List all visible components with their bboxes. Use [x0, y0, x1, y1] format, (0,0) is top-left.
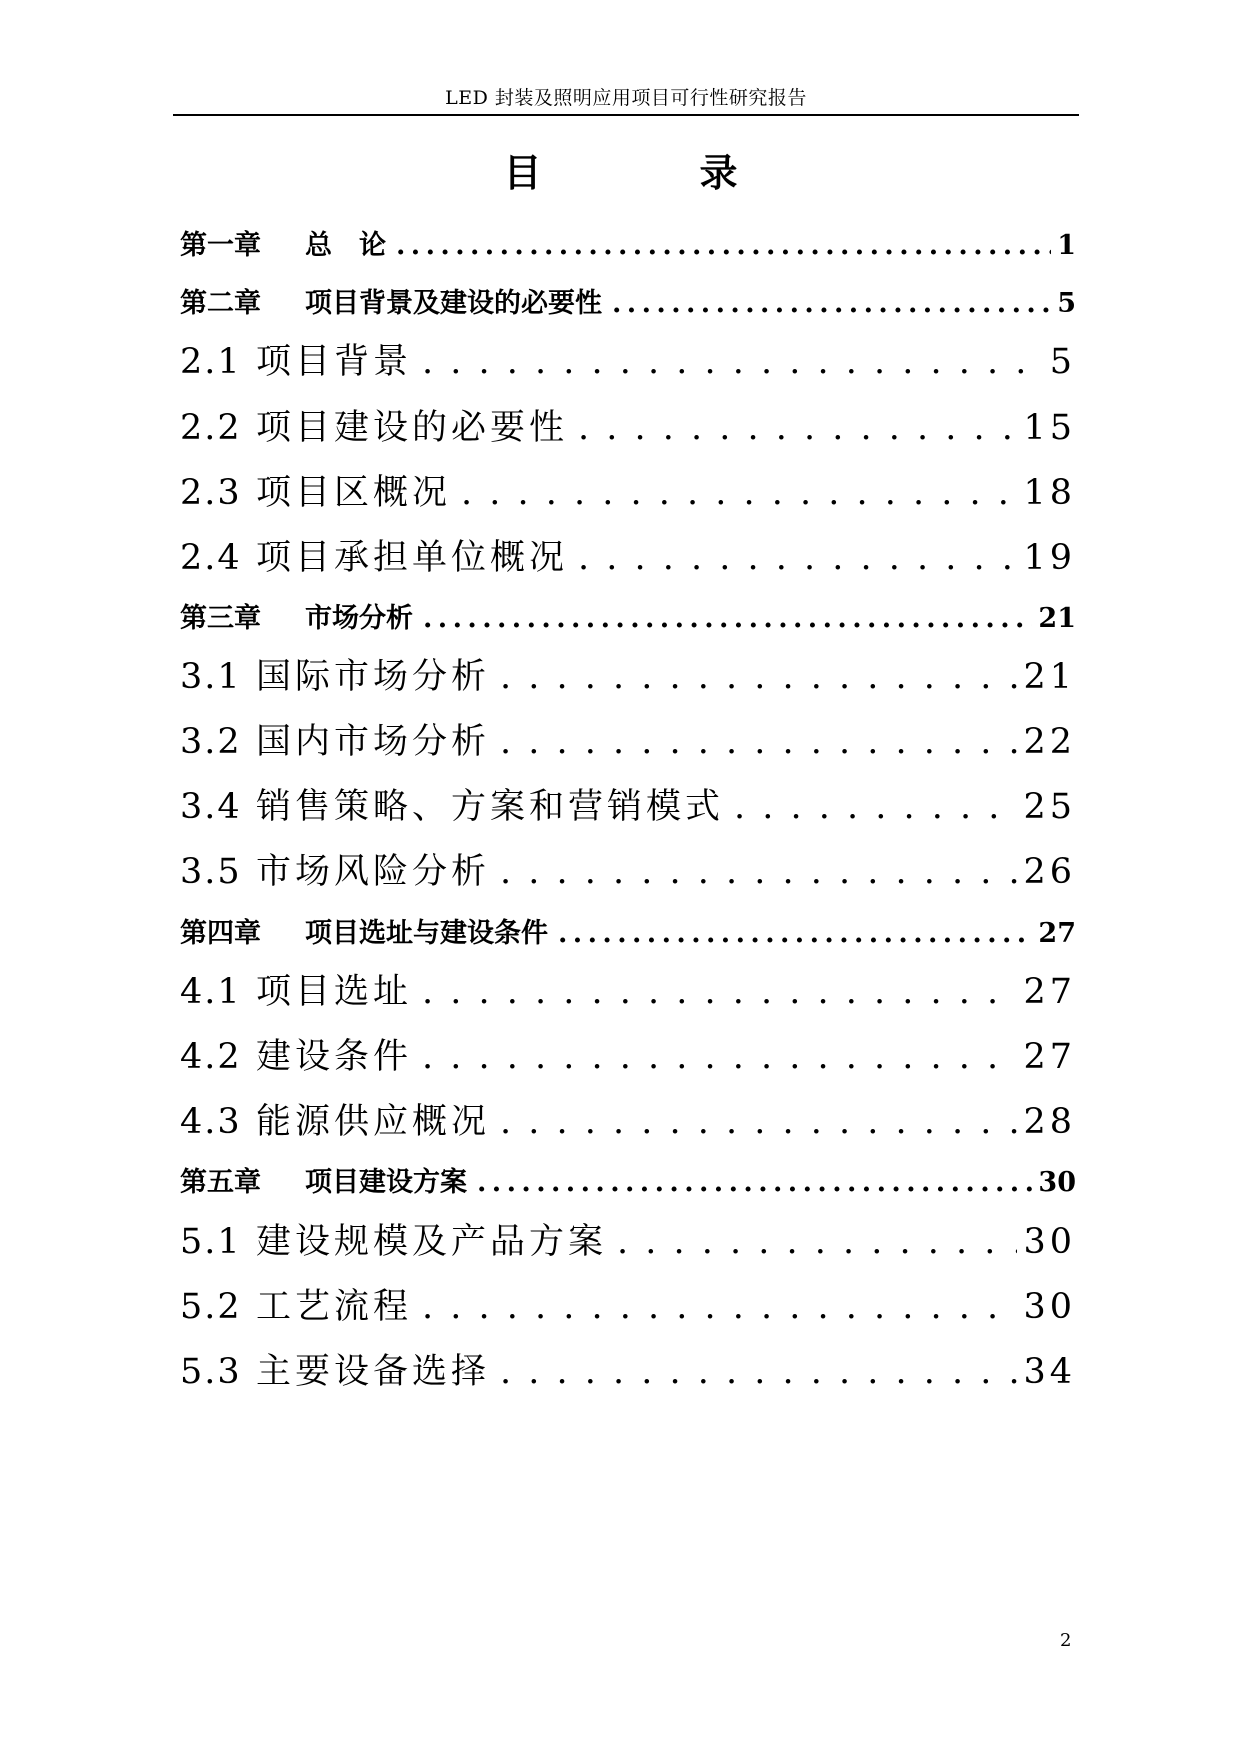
toc-entry-chapter-2[interactable]	[180, 284, 1076, 324]
toc-entry-number: 2.1	[180, 342, 242, 382]
toc-entry-title: 市场分析	[305, 603, 413, 634]
dot-leader	[422, 338, 1044, 386]
dot-leader	[578, 534, 1017, 582]
dot-leader	[422, 968, 1017, 1016]
toc-title: 目 录	[503, 150, 798, 195]
dot-leader	[422, 1033, 1017, 1081]
toc-entry-section-3-5[interactable]	[180, 848, 1076, 896]
dot-leader	[500, 848, 1017, 896]
page-number: 2	[1060, 1630, 1072, 1651]
toc-entry-section-2-4[interactable]	[180, 534, 1076, 582]
dot-leader	[500, 1348, 1017, 1396]
toc-entry-number: 第一章	[180, 230, 261, 261]
toc-entry-number: 5.1	[180, 1222, 242, 1262]
toc-entry-title: 项目选址	[256, 972, 413, 1012]
toc-entry-page: 19	[1023, 538, 1076, 578]
toc-entry-number: 4.2	[180, 1037, 242, 1077]
toc-entry-section-2-2[interactable]	[180, 404, 1076, 452]
toc-entry-title: 主要设备选择	[256, 1352, 491, 1392]
toc-entry-section-2-1[interactable]	[180, 338, 1076, 386]
toc-entry-number: 5.2	[180, 1287, 242, 1327]
toc-entry-section-4-1[interactable]	[180, 968, 1076, 1016]
toc-entry-page: 5	[1057, 288, 1076, 319]
toc-entry-number: 第二章	[180, 288, 261, 319]
dot-leader	[423, 599, 1032, 639]
toc-entry-page: 26	[1023, 852, 1076, 892]
dot-leader	[500, 1098, 1017, 1146]
toc-entry-page: 30	[1023, 1222, 1076, 1262]
toc-entry-section-3-2[interactable]	[180, 718, 1076, 766]
toc-entry-page: 27	[1023, 1037, 1076, 1077]
dot-leader	[734, 783, 1017, 831]
dot-leader	[612, 284, 1051, 324]
toc-entry-section-2-3[interactable]	[180, 469, 1076, 517]
toc-entry-chapter-3[interactable]	[180, 599, 1076, 639]
toc-entry-title: 项目建设的必要性	[256, 408, 569, 448]
toc-entry-title: 国内市场分析	[256, 722, 491, 762]
toc-entry-page: 22	[1023, 722, 1076, 762]
toc-entry-page: 30	[1023, 1287, 1076, 1327]
toc-entry-section-5-1[interactable]	[180, 1218, 1076, 1266]
toc-entry-title: 项目承担单位概况	[256, 538, 569, 578]
toc-entry-title: 销售策略、方案和营销模式	[256, 787, 725, 827]
dot-leader	[578, 404, 1017, 452]
toc-entry-title: 项目背景及建设的必要性	[305, 288, 602, 319]
toc-entry-page: 34	[1023, 1352, 1076, 1392]
header-rule	[173, 114, 1079, 116]
toc-entry-number: 第五章	[180, 1167, 261, 1198]
toc-entry-number: 5.3	[180, 1352, 242, 1392]
toc-entry-page: 21	[1038, 603, 1076, 634]
toc-entry-title: 项目建设方案	[305, 1167, 467, 1198]
toc-entry-title: 市场风险分析	[256, 852, 491, 892]
dot-leader	[500, 718, 1017, 766]
dot-leader	[500, 653, 1017, 701]
dot-leader	[558, 914, 1032, 954]
toc-entry-chapter-4[interactable]	[180, 914, 1076, 954]
toc-entry-title: 项目区概况	[256, 473, 452, 513]
toc-entry-page: 5	[1049, 342, 1076, 382]
toc-entry-page: 21	[1023, 657, 1076, 697]
toc-entry-title: 项目背景	[256, 342, 413, 382]
dot-leader	[617, 1218, 1017, 1266]
dot-leader	[396, 226, 1051, 266]
toc-entry-page: 27	[1023, 972, 1076, 1012]
toc-entry-number: 2.3	[180, 473, 242, 513]
toc-entry-section-3-1[interactable]	[180, 653, 1076, 701]
toc-entry-title: 建设规模及产品方案	[256, 1222, 608, 1262]
toc-entry-page: 1	[1057, 230, 1076, 261]
dot-leader	[422, 1283, 1017, 1331]
toc-entry-number: 第三章	[180, 603, 261, 634]
toc-entry-number: 4.3	[180, 1102, 242, 1142]
running-header: LED 封装及照明应用项目可行性研究报告	[445, 87, 807, 109]
toc-entry-section-5-2[interactable]	[180, 1283, 1076, 1331]
toc-entry-number: 3.4	[180, 787, 242, 827]
toc-entry-number: 2.4	[180, 538, 242, 578]
toc-entry-number: 3.1	[180, 657, 242, 697]
toc-entry-section-5-3[interactable]	[180, 1348, 1076, 1396]
toc-entry-number: 4.1	[180, 972, 242, 1012]
toc-entry-page: 27	[1038, 918, 1076, 949]
toc-entry-chapter-5[interactable]	[180, 1163, 1076, 1203]
toc-entry-title: 能源供应概况	[256, 1102, 491, 1142]
toc-entry-number: 3.5	[180, 852, 242, 892]
toc-entry-page: 25	[1023, 787, 1076, 827]
dot-leader	[461, 469, 1017, 517]
toc-entry-section-4-3[interactable]	[180, 1098, 1076, 1146]
toc-entry-page: 30	[1038, 1167, 1076, 1198]
toc-entry-section-4-2[interactable]	[180, 1033, 1076, 1081]
toc-entry-number: 2.2	[180, 408, 242, 448]
toc-entry-section-3-4[interactable]	[180, 783, 1076, 831]
toc-entry-number: 第四章	[180, 918, 261, 949]
toc-entry-page: 15	[1023, 408, 1076, 448]
toc-entry-title: 总 论	[305, 230, 386, 261]
toc-entry-title: 建设条件	[256, 1037, 413, 1077]
toc-entry-page: 18	[1023, 473, 1076, 513]
toc-entry-page: 28	[1023, 1102, 1076, 1142]
toc-entry-title: 国际市场分析	[256, 657, 491, 697]
toc-entry-title: 工艺流程	[256, 1287, 413, 1327]
toc-entry-title: 项目选址与建设条件	[305, 918, 548, 949]
toc-entry-number: 3.2	[180, 722, 242, 762]
toc-entry-chapter-1[interactable]	[180, 226, 1076, 266]
dot-leader	[477, 1163, 1032, 1203]
